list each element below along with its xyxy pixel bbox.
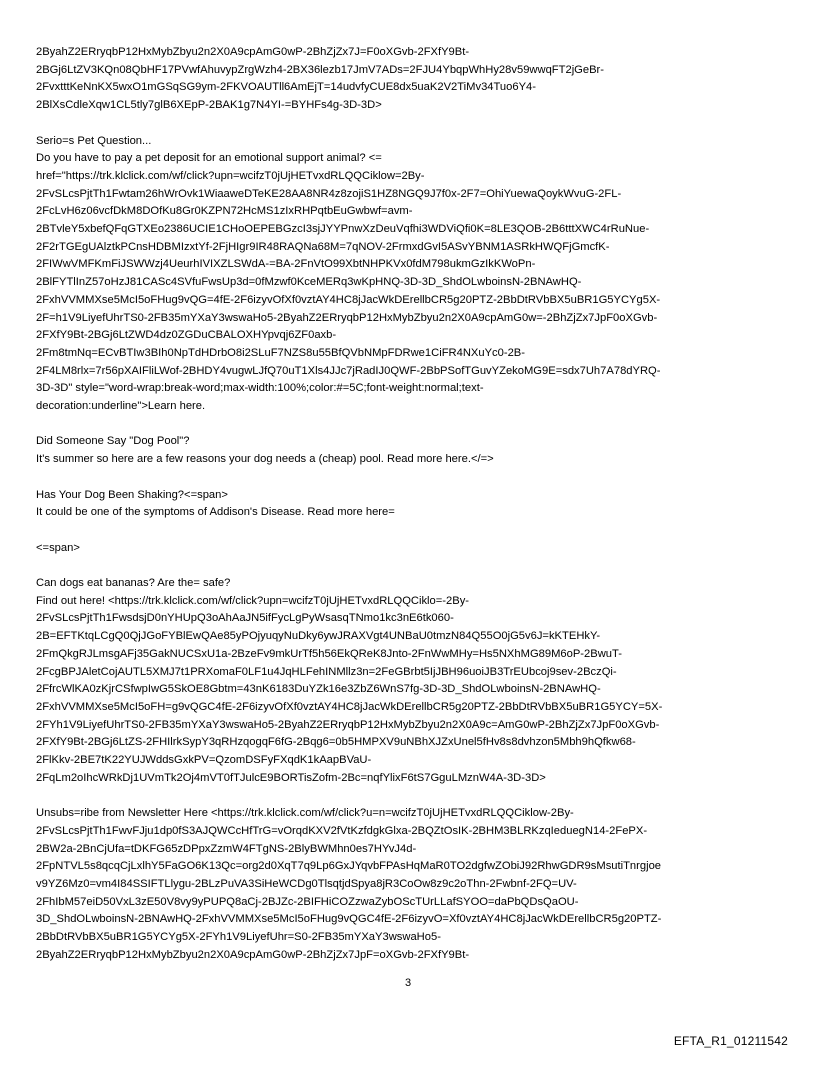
text-line: Unsubs=ribe from Newsletter Here <https://trk.klclick.com/wf/click?u=n=wcifzT0jUjHETvxdRLQQCiklow-2By- — [36, 807, 574, 820]
text-line: 2FxhVVMMXse5McI5oFH=g9vQGC4fE-2F6izyvOfXf0vztAY4HC8jJacWkDErellbCR5g20PTZ-2BbDtRVbBX5uBR1G5YCY=5X- — [36, 700, 663, 713]
text-line: 2BTvleY5xbefQFqGTXEo2386UCIE1CHoOEPEBGzcI3sjJYYPnwXzDeuVqfhi3WDViQfi0K=8LE3QOB-2B6tttXWC4rRuNue- — [36, 223, 650, 236]
text-line: 2FvSLcsPjtTh1FwvFJju1dp0fS3AJQWCcHfTrG=vOrqdKXV2fVtKzfdgkGlxa-2BQZtOsIK-2BHM3BLRKzqIeduegN14-2FePX- — [36, 824, 648, 837]
text-block-url-fragment — [36, 44, 784, 115]
text-line: 2FcgBPJAletCojAUTL5XMJ7t1PRXomaF0LF1u4JqHLFehINMllz3n=2FeGBrbt5IjJBH96uoiJB3TrEUbcoj9sev-2BczQi- — [36, 665, 617, 678]
text-line: 2FfrcWlKA0zKjrCSfwpIwG5SkOE8Gbtm=43nK6183DuYZk16e3ZbZ6WnS7fg-3D-3D_ShdOLwboinsN-2BNAwHQ- — [36, 683, 601, 696]
text-block-dog-pool — [36, 433, 784, 468]
text-line: Can dogs eat bananas? Are the= safe? — [36, 577, 231, 590]
text-line: 2FvSLcsPjtTh1FwsdsjD0nYHUpQ3oAhAaJN5ifFycLgPyWsasqTNmo1kc3nE6tk060- — [36, 612, 454, 625]
text-line: Do you have to pay a pet deposit for an emotional support animal? <= — [36, 152, 382, 165]
text-block-bananas — [36, 575, 784, 787]
text-line: Has Your Dog Been Shaking?<=span> — [36, 488, 228, 501]
text-block-unsubscribe — [36, 805, 784, 964]
text-line: It's summer so here are a few reasons your dog needs a (cheap) pool. Read more here.</=> — [36, 453, 494, 466]
text-line: 2FmQkgRJLmsgAFj35GakNUCSxU1a-2BzeFv9mkUrTf5h56EkQReK8Jnto-2FnWwMHy=Hs5NXhMG89M6oP-2BwuT- — [36, 647, 622, 660]
text-line: Did Someone Say "Dog Pool"? — [36, 435, 190, 448]
text-line: 2FIWwVMFKmFiJSWWzj4UeurhIVIXZLSWdA-=BA-2FnVtO99XbtNHPKVx0fdM798ukmGzIkKWoPn- — [36, 258, 536, 271]
text-line: 2FYh1V9LiyefUhrTS0-2FB35mYXaY3wswaHo5-2ByahZ2ERryqbP12HxMybZbyu2n2X0A9c=AmG0wP-2BhZjZx7JpF0oXGvb- — [36, 718, 660, 731]
text-line: 2FqLm2oIhcWRkDj1UVmTk2Oj4mVT0fTJulcE9BORTisZofm-2Bc=nqfYlixF6tS7GguLMznW4A-3D-3D> — [36, 771, 546, 784]
text-line: 2FhIbM57eiD50VxL3zE50V8vy9yPUPQ8aCj-2BJZc-2BIFHiCOZzwaZybOScTUrLLafSYOO=daPbQDsQaOU- — [36, 895, 579, 908]
text-line: 2BlXsCdleXqw1CL5tly7glB6XEpP-2BAK1g7N4YI-=BYHFs4g-3D-3D> — [36, 99, 382, 112]
text-line: v9YZ6Mz0=vm4I84SSIFTLlygu-2BLzPuVA3SiHeWCDg0TlsqtjdSpya8jR3CoOw8z9c2oThn-2Fwbnf-2FQ=UV- — [36, 877, 577, 890]
text-line: 2FpNTVL5s8qcqCjLxlhY5FaGO6K13Qc=org2d0XqT7q9Lp6GxJYqvbFPAsHqMaR0TO2dgfwZObiJ92RhwGDR9sMsutiTnrgjoe — [36, 860, 662, 873]
text-line: 2FvSLcsPjtTh1Fwtam26hWrOvk1WiaaweDTeKE28AA8NR4z8zojiS1HZ8NGQ9J7f0x-2F7=OhiYuewaQoykWvuG-2FL- — [36, 187, 622, 200]
document-body — [36, 44, 784, 982]
text-line: 2FlKkv-2BE7tK22YUJWddsGxkPV=QzomDSFyFXqdK1kAapBVaU- — [36, 754, 372, 767]
document-id: EFTA_R1_01211542 — [673, 1034, 788, 1048]
text-line: 2FvxtttKeNnKX5wxO1mGSqSG9ym-2FKVOAUTll6AmEjT=14udvfyCUE8dx5uaK2V2TiMv34Tuo6Y4- — [36, 81, 537, 94]
text-line: Find out here! <https://trk.klclick.com/wf/click?upn=wcifzT0jUjHETvxdRLQQCiklo=-2By- — [36, 594, 470, 607]
text-line: href="https://trk.klclick.com/wf/click?upn=wcifzT0jUjHETvxdRLQQCiklow=2By- — [36, 169, 425, 182]
text-block-span-tag — [36, 540, 784, 558]
text-line: 2F=h1V9LiyefUhrTS0-2FB35mYXaY3wswaHo5-2ByahZ2ERryqbP12HxMybZbyu2n2X0A9cpAmG0w=-2BhZjZx7JpF0oXGvb- — [36, 311, 658, 324]
text-line: 2ByahZ2ERryqbP12HxMybZbyu2n2X0A9cpAmG0wP-2BhZjZx7JpF=oXGvb-2FXfY9Bt- — [36, 948, 470, 961]
text-line: 3D_ShdOLwboinsN-2BNAwHQ-2FxhVVMMXse5McI5oFHug9vQGC4fE-2F6izyvO=Xf0vztAY4HC8jJacWkDErellbCR5g20PTZ- — [36, 913, 662, 926]
text-line: 2Fm8tmNq=ECvBTIw3BIh0NpTdHDrbO8i2SLuF7NZS8u55BfQVbNMpFDRwe1CiFR4NXuYc0-2B- — [36, 346, 525, 359]
page-number: 3 — [404, 977, 412, 989]
text-line: <=span> — [36, 541, 80, 554]
text-line: 2BGj6LtZV3KQn08QbHF17PVwfAhuvypZrgWzh4-2BX36lezb17JmV7ADs=2FJU4YbqpWhHy28v59wwqFT2jGeBr- — [36, 63, 605, 76]
text-line: 3D-3D" style="word-wrap:break-word;max-width:100%;color:#=5C;font-weight:normal;text- — [36, 382, 484, 395]
text-line: It could be one of the symptoms of Addison's Disease. Read more here= — [36, 506, 395, 519]
text-line: decoration:underline">Learn here. — [36, 400, 206, 413]
text-line: Serio=s Pet Question... — [36, 134, 152, 147]
text-line: 2BW2a-2BnCjUfa=tDKFG65zDPpxZzmW4FTgNS-2BlyBWMhn0es7HYvJ4d- — [36, 842, 417, 855]
text-line: 2BbDtRVbBX5uBR1G5YCYg5X-2FYh1V9LiyefUhr=S0-2FB35mYXaY3wswaHo5- — [36, 931, 441, 944]
text-line: 2FXfY9Bt-2BGj6LtZS-2FHIlrkSypY3qRHzqogqF6fG-2Bqg6=0b5HMPXV9uNBhXJZxUnel5fHv8s8dvhzon5Mbh9hQfkw68- — [36, 736, 636, 749]
text-line: 2B=EFTKtqLCgQ0QjJGoFYBlEwQAe85yPOjyuqyNuDky6ywJRAXVgt4UNBaU0tmzN84Q55O0jG5v6J=kKTEHkY- — [36, 630, 601, 643]
text-line: 2ByahZ2ERryqbP12HxMybZbyu2n2X0A9cpAmG0wP-2BhZjZx7J=F0oXGvb-2FXfY9Bt- — [36, 46, 470, 58]
text-block-pet-question — [36, 133, 784, 416]
text-line: 2FxhVVMMXse5McI5oFHug9vQG=4fE-2F6izyvOfXf0vztAY4HC8jJacWkDErellbCR5g20PTZ-2BbDtRVbBX5uBR1G5YCYg5X- — [36, 293, 661, 306]
text-line: 2F4LM8rlx=7r56pXAIFliLWof-2BHDY4vugwLJfQ70uT1Xls4JJc7jRadIJ0QWF-2BbPSofTGuvYZekoMG9E=sdx7Uh7A78dYRQ- — [36, 364, 661, 377]
text-block-dog-shaking — [36, 487, 784, 522]
text-line: 2FXfY9Bt-2BGj6LtZWD4dz0ZGDuCBALOXHYpvqj6ZF0axb- — [36, 329, 337, 342]
text-line: 2BlFYTlInZ57oHzJ81CASc4SVfuFwsUp3d=0fMzwf0KceMERq3wKpHNQ-3D-3D_ShdOLwboinsN-2BNAwHQ- — [36, 276, 582, 289]
text-line: 2FcLvH6z06vcfDkM8DOfKu8Gr0KZPN72HcMS1zIxRHPqtbEuGwbwf=avm- — [36, 205, 413, 218]
text-line: 2F2rTGEgUAlztkPCnsHDBMIzxtYf-2FjHIgr9IR48RAQNa68M=7qNOV-2FrmxdGvI5ASvYBNM1ASRkHWQFjGmcfK- — [36, 240, 610, 253]
